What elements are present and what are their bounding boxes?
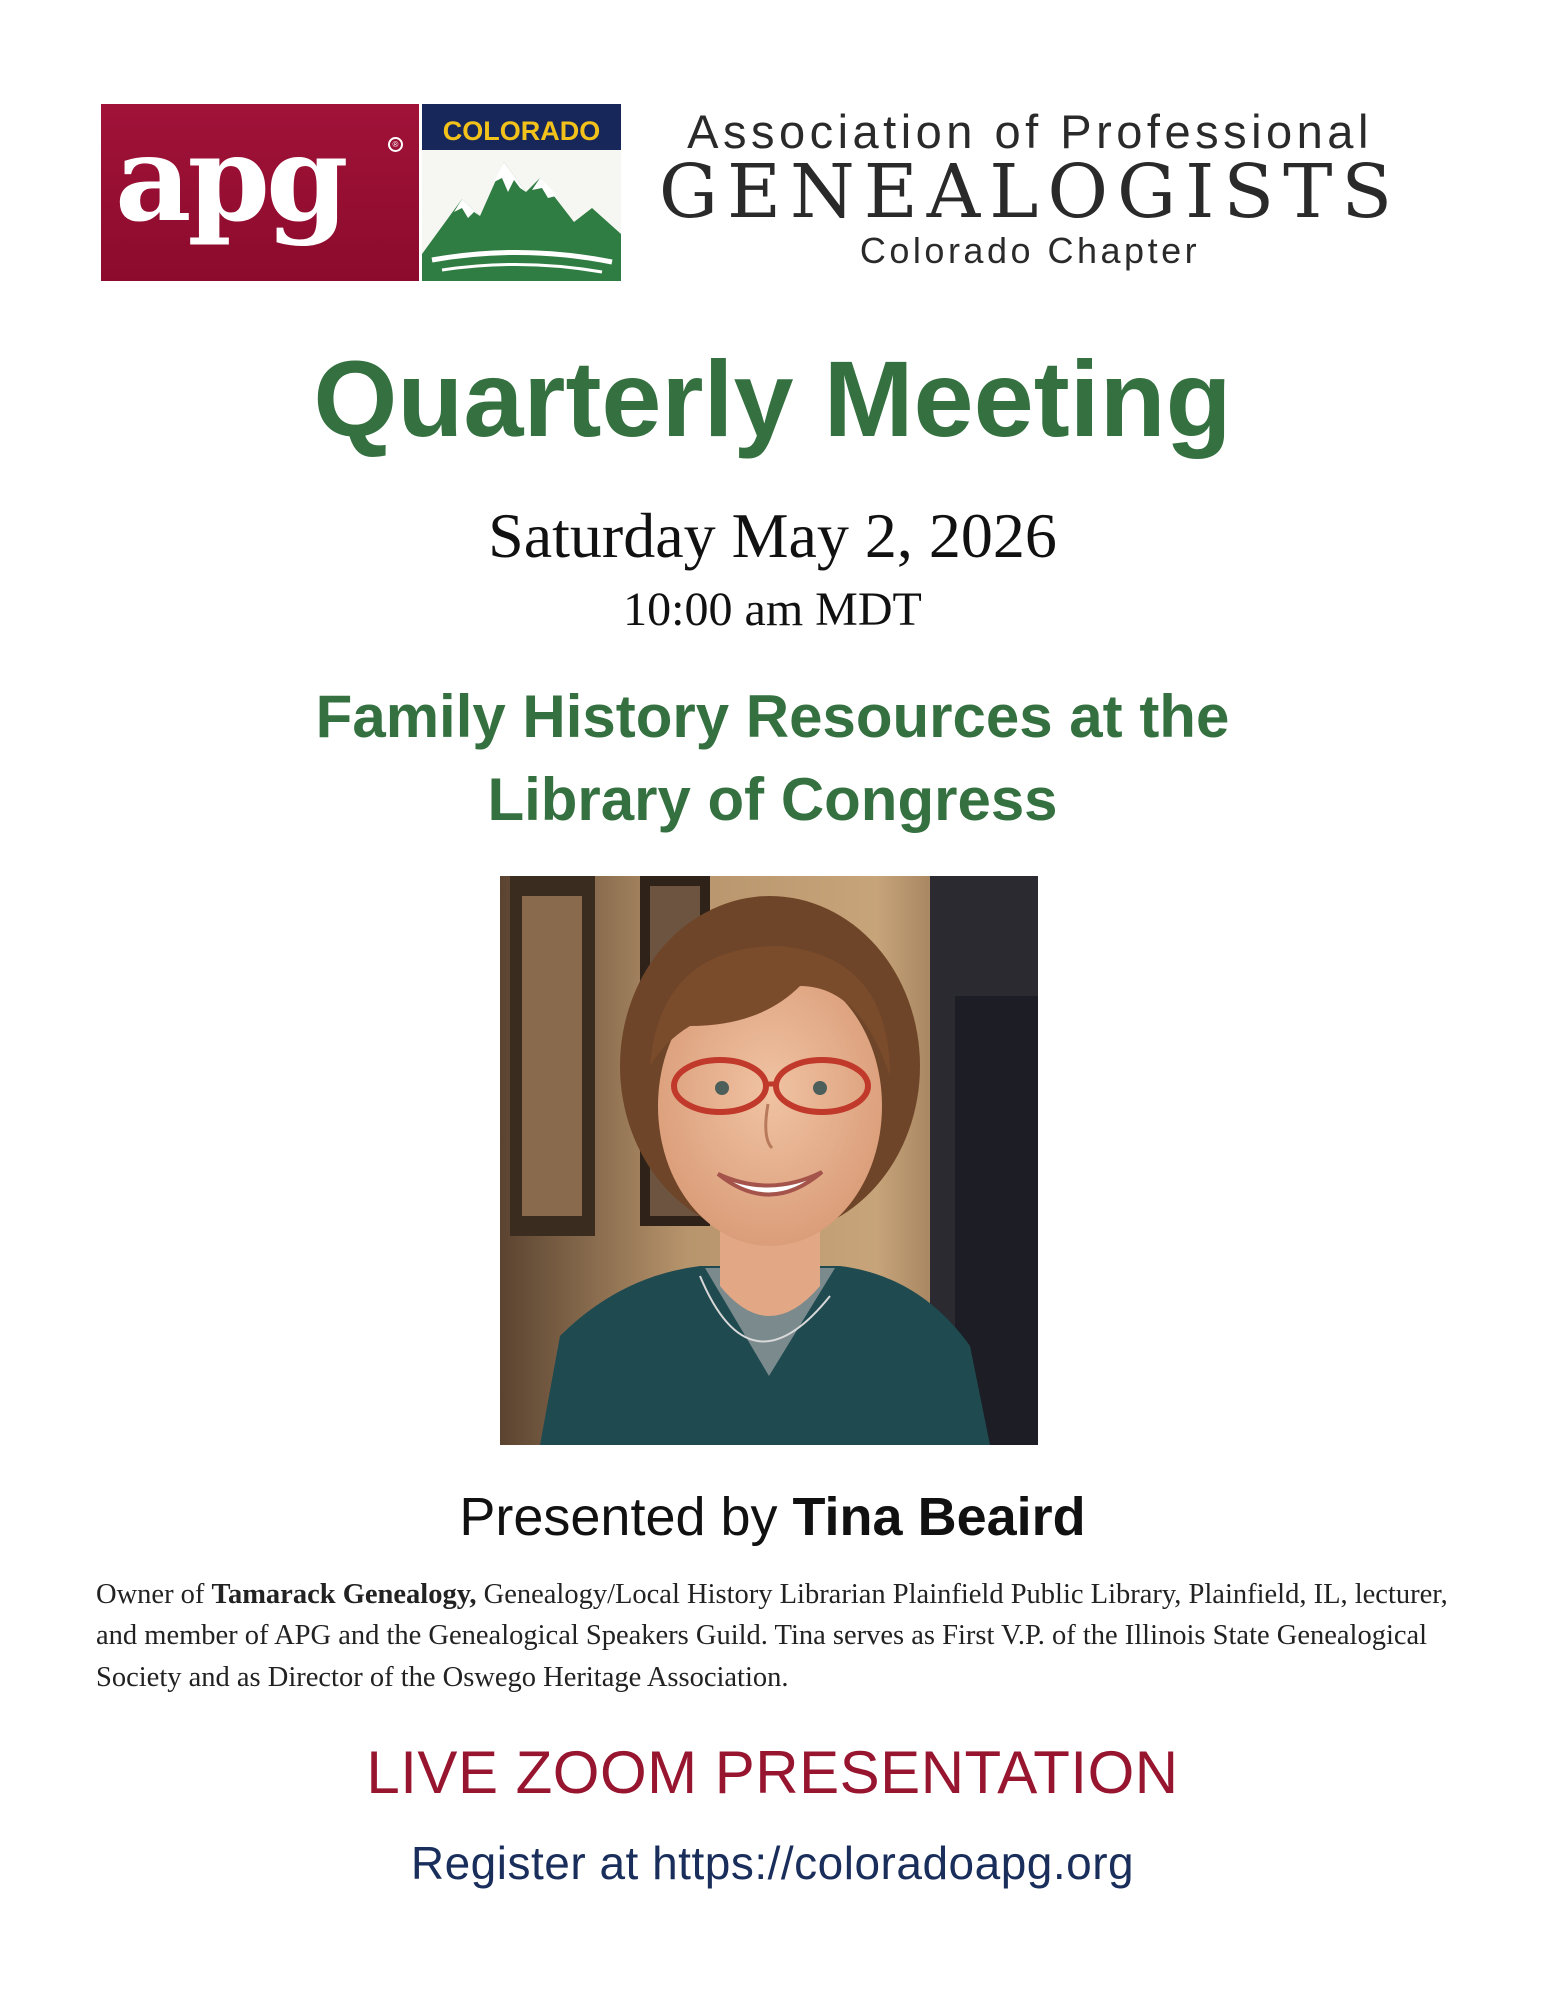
org-name-line1: Association of Professional [687, 105, 1373, 158]
speaker-bio [96, 1574, 1466, 1698]
meeting-title: Quarterly Meeting [313, 338, 1232, 459]
speaker-photo [500, 876, 1038, 1445]
talk-title-line1: Family History Resources at the [315, 683, 1230, 750]
apg-logo-text: apg [115, 109, 345, 248]
registered-mark-icon: ® [388, 137, 403, 152]
meeting-date: Saturday May 2, 2026 [488, 500, 1057, 571]
org-chapter-line: Colorado Chapter [859, 230, 1201, 271]
presented-by-label: Presented by [459, 1487, 793, 1547]
apg-logo [101, 104, 419, 281]
talk-title [0, 676, 1545, 842]
organization-name [640, 105, 1420, 271]
live-zoom-label: LIVE ZOOM PRESENTATION [366, 1739, 1179, 1806]
speaker-name: Tina Beaird [792, 1487, 1086, 1547]
meeting-time: 10:00 am MDT [623, 583, 922, 636]
org-name-line2: GENEALOGISTS [658, 149, 1402, 235]
colorado-badge-text: COLORADO [442, 116, 601, 146]
bio-prefix: Owner of [96, 1579, 212, 1610]
bio-text: Genealogy/Local History Librarian Plainfield Public Library, Plainfield, IL, lecturer, and member of APG and the Genealogical Speakers Guild. Tina serves as First V.P. of the Illinois State Genealogical Society and as Director of the Oswego Heritage Association. [96, 1579, 1448, 1693]
colorado-mountain-logo [422, 104, 621, 281]
talk-title-line2: Library of Congress [487, 765, 1058, 833]
mountain-icon [422, 104, 621, 281]
presenter-line [0, 1488, 1545, 1547]
register-link[interactable]: Register at https://coloradoapg.org [410, 1837, 1135, 1889]
bio-company: Tamarack Genealogy, [211, 1579, 477, 1610]
